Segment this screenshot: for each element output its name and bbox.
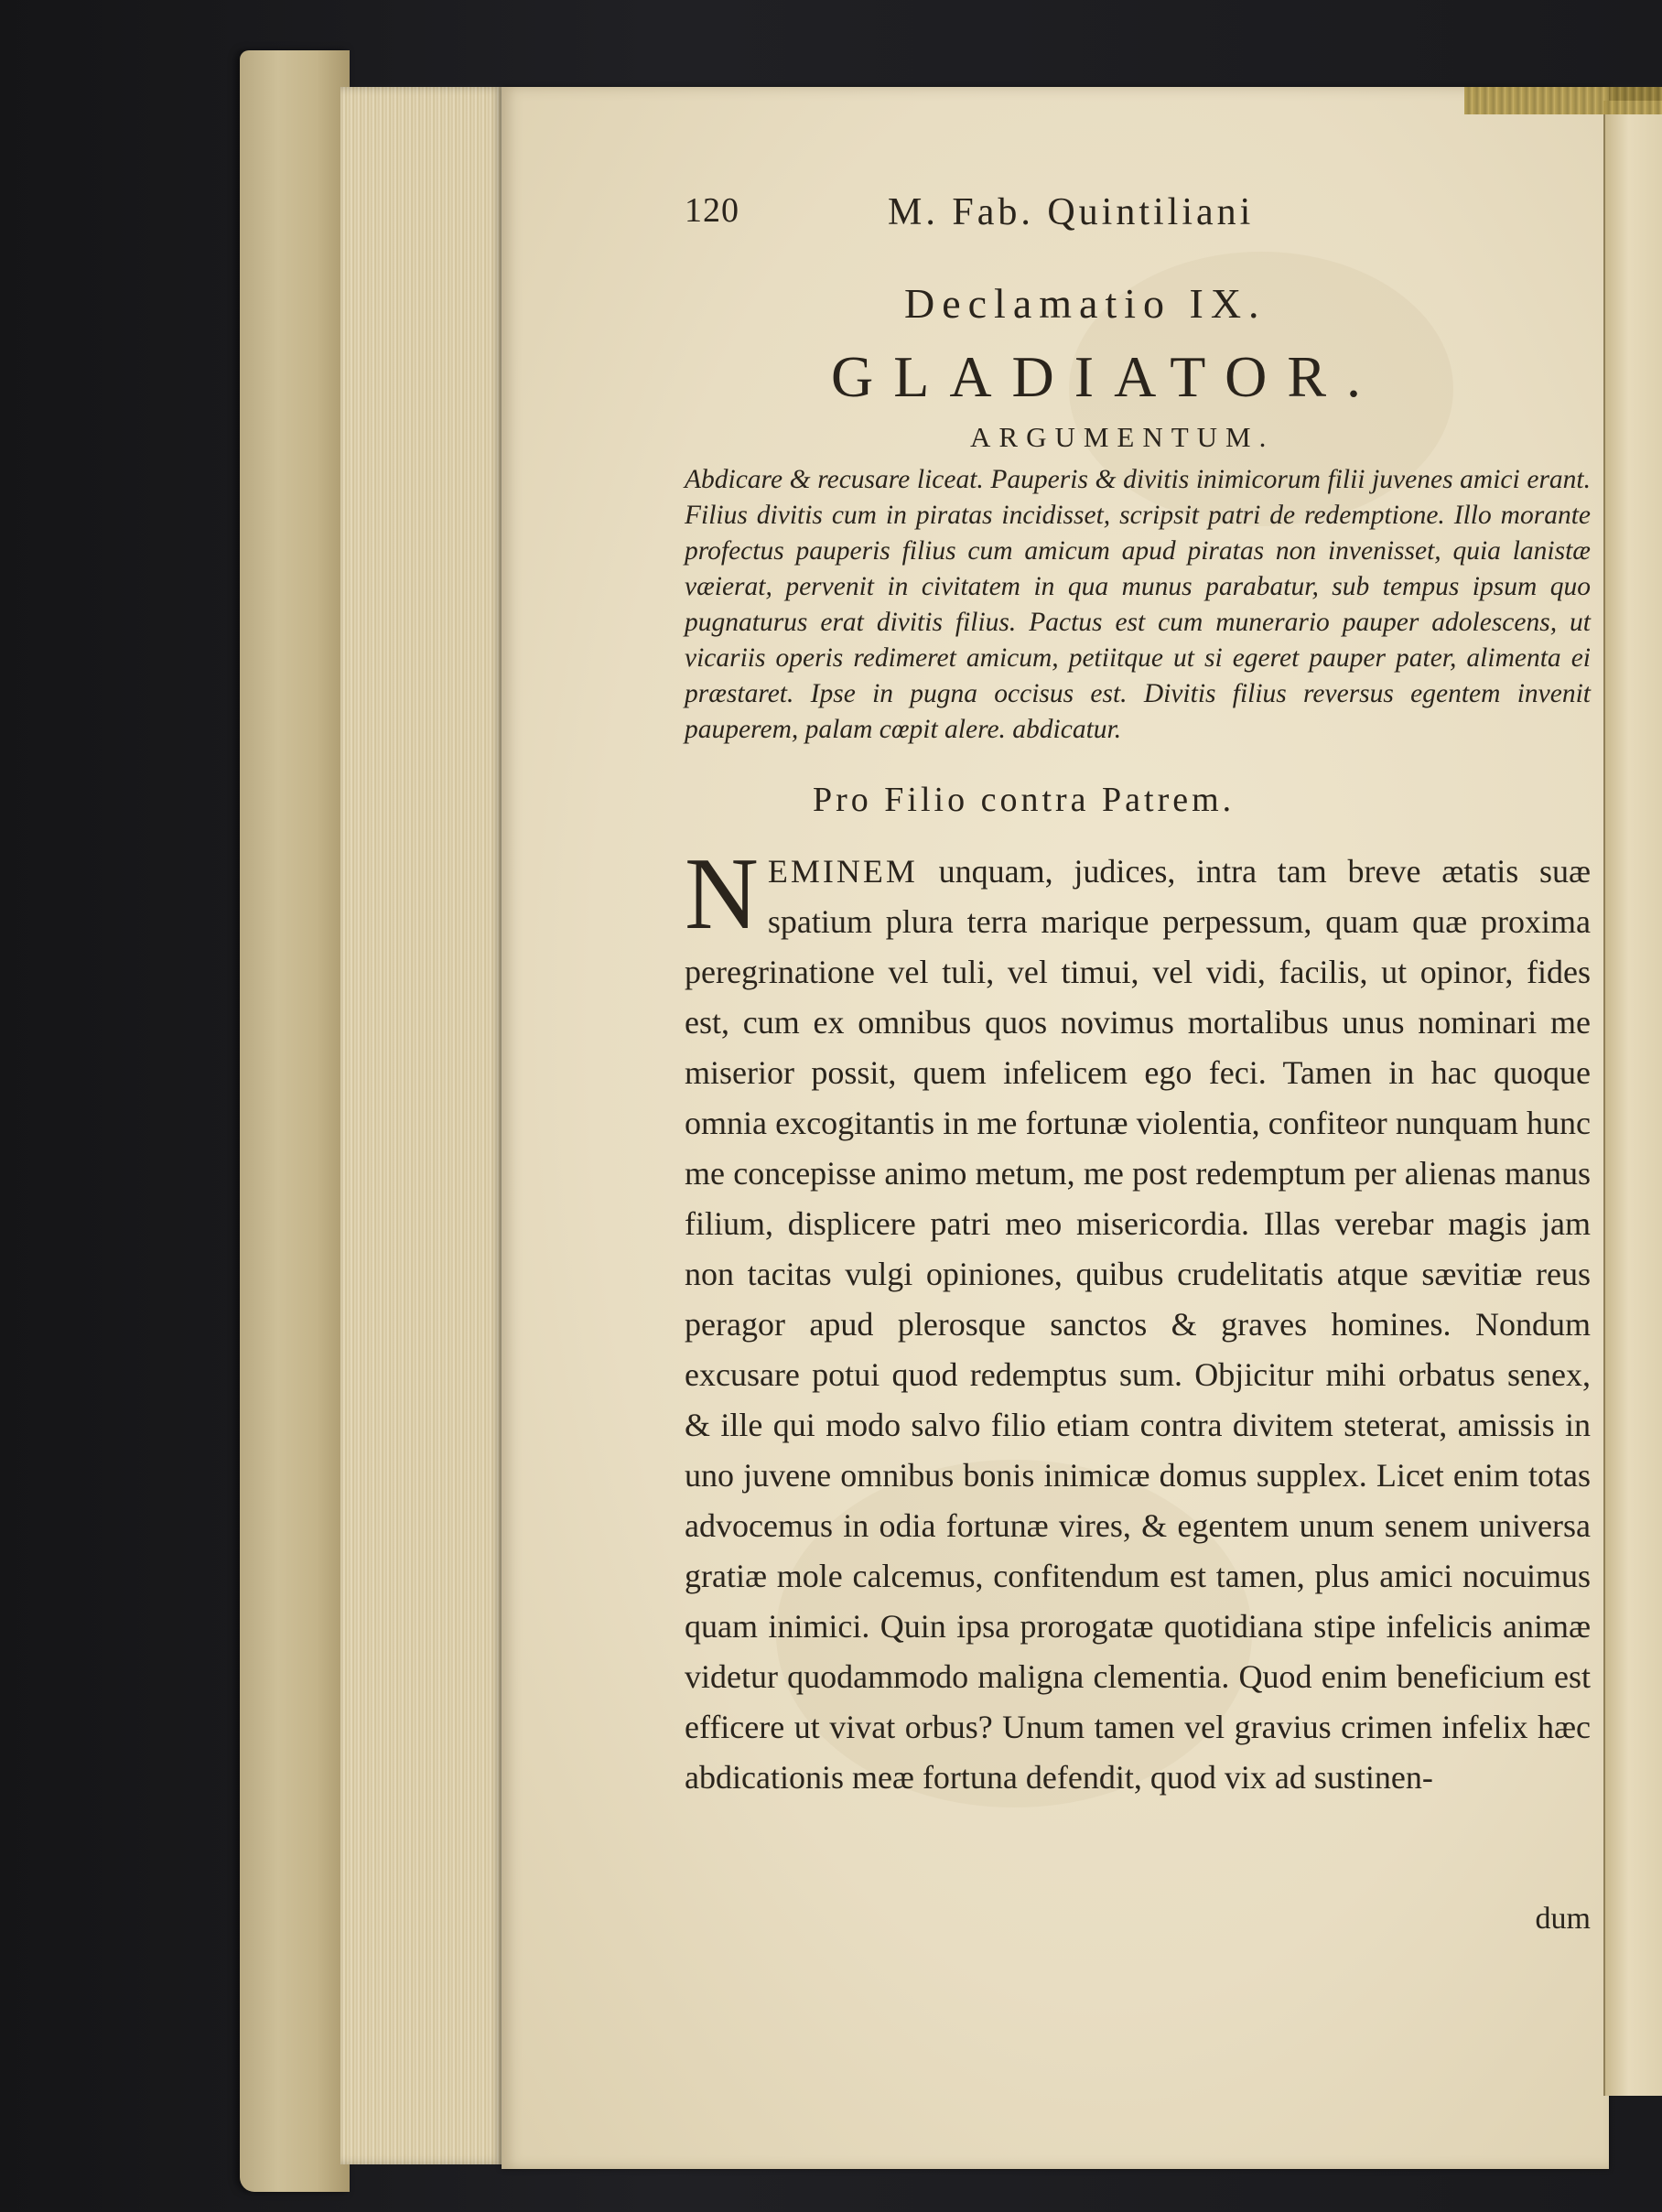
vellum-binding-edge <box>240 50 350 2192</box>
page-header <box>685 190 1591 245</box>
page-title: GLADIATOR. <box>831 344 1382 409</box>
declamation-heading: Declamatio IX. <box>904 280 1267 327</box>
argument-heading: ARGUMENTUM. <box>970 421 1275 453</box>
drop-cap: N <box>685 837 759 951</box>
page-block-edge <box>340 87 503 2164</box>
catchword: dum <box>1535 1902 1591 1936</box>
section-heading: Pro Filio contra Patrem. <box>813 781 1236 819</box>
first-word: EMINEM <box>767 853 918 890</box>
argument-text: Abdicare & recusare liceat. Pauperis & divitis inimicorum filii juvenes amici erant. Filius divitis cum in piratas incidisset, scripsit patri de redemptione. Illo morante profectus pauperis filius cum amicum apud piratas non invenisset, quia lanistæ væierat, pervenit in civitatem in qua munus parabatur, sub tempus ipsum quo pugnaturus erat divitis filius. Pactus est cum munerario pauper adolescens, ut vicariis operis redimeret amicum, petiitque ut si egeret pauper pater, alimenta ei præstaret. Ipse in pugna occisus est. Divitis filius reversus egentem invenit pauperem, palam cœpit alere. abdicatur. <box>685 465 1591 744</box>
facing-page-edge <box>1603 101 1662 2096</box>
body-text <box>685 837 1591 1803</box>
page-number: 120 <box>685 191 739 230</box>
body-paragraph: unquam, judices, intra tam breve ætatis suæ spatium plura terra marique perpessum, quam quæ proxima peregrinatione vel tuli, vel timui, vel vidi, facilis, ut opinor, fides est, cum ex omnibus quos novimus mortalibus unus nominari me miserior possit, quem infelicem ego feci. Tamen in hac quoque omnia excogitantis in me fortunæ violentia, confiteor nunquam hunc me concepisse animo metum, me post redemptum per alienas manus filium, displicere patri meo misericordia. Illas verebar magis jam non tacitas vulgi opiniones, quibus crudelitatis atque sævitiæ reus peragor apud plerosque sanctos & graves homines. Nondum excusare potui quod redemptus sum. Objicitur mihi orbatus senex, & ille qui modo salvo filio etiam contra divitem steterat, amissis in uno juvene omnibus bonis inimicæ domus supplex. Licet enim totas advocemus in odia fortunæ vires, & egentem unum senem universa gratiæ mole calcemus, confitendum est tamen, plus amici nocuimus quam inimici. Quin ipsa prorogatæ quotidiana stipe infelicis animæ videtur quodammodo maligna clementia. Quod enim beneficium est efficere ut vivat orbus? Unum tamen vel gravius crimen infelix hæc abdicationis meæ fortuna defendit, quod vix ad sustinen- <box>685 853 1591 1796</box>
running-title: M. Fab. Quintiliani <box>888 191 1255 233</box>
bookmark-ribbon <box>1464 87 1662 114</box>
